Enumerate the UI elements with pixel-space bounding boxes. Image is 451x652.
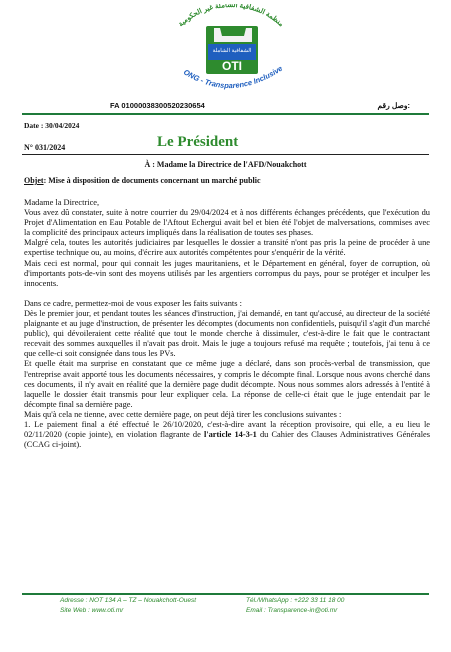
logo-arabic-ring: منظمة الشفافية الشاملة غير الحكومية [177, 4, 285, 29]
paragraph-8-end: du Cahier des Clauses Administratives Générales (CCAG ci-joint). [24, 430, 430, 450]
paragraph-2: Malgré cela, toutes les autorités judiciaires par lesquelles le dossier a transité n'ont pas pris la peine de procéder à une expertise technique ou, au moins, d'écrire aux autorités compétentes pour s'enquérir de la vérité. [24, 238, 430, 258]
logo-arabic-inner: الشفافية الشاملة [212, 48, 252, 54]
salutation: Madame la Directrice, [24, 198, 100, 207]
subject-text: : Mise à disposition de documents concernant un marché public [43, 176, 261, 185]
letter-body [24, 198, 430, 450]
paragraph-3: Mais ceci est normal, pour qui connait les juges mauritaniens, et le Département en général, foyer de corruption, où d'importants pots-de-vin sont des moyens utilisés par les argentiers corrompus du pays, pour se protéger et inculper les innocents. [24, 258, 430, 288]
footer-divider [22, 593, 429, 595]
article-reference: l'article 14-3-1 [203, 430, 257, 440]
svg-text:منظمة الشفافية الشاملة غير الح [177, 4, 284, 28]
paragraph-5: Dès le premier jour, et pendant toutes les séances d'instruction, j'ai demandé, en tant qu'accusé, au directeur de la société plaignante et au juge d'instruction, de présenter les décomptes (documents non confidentiels, puisqu'il s'agit d'un marché public), qui dévoileraient cette réalité que tout le monde cherche à dissimuler, c'est-à-dire le fait que le contractant recevait des sommes auxquelles il n'avait pas droit. Mais le juge a toujours refusé ma requête ; toutefois, j'ai tenu à ce que celle-ci soit consignée dans tous les PVs. [24, 308, 430, 359]
sender-title: Le Président [157, 134, 239, 150]
reference-line [110, 101, 410, 110]
footer-address: Adresse : NOT 134 A – TZ – Nouakchott-Ouest [60, 597, 197, 604]
paragraph-8 [24, 420, 430, 450]
paragraph-1: Vous avez dû constater, suite à notre courrier du 29/04/2024 et à nos différents échanges précédents, que l'exécution du Projet d'Alimentation en Eau Potable de l'Aftout Echergui avait bel et bien été l'objet de malversations, commises avec la complicité des principaux acteurs impliqués dans la réalisation de toutes ses phases. [24, 208, 430, 238]
header-divider [22, 113, 429, 115]
footer-phone: Tél./WhatsApp : +222 33 11 18 00 [246, 597, 345, 604]
paragraph-8-start: 1. Le paiement final a été effectué le 26/10/2020, c'est-à-dire avant la réception provisoire, qui elle, a eu lieu le 02/11/2020 (copie jointe), en violation flagrante de [24, 419, 430, 440]
paragraph-7: Mais qu'à cela ne tienne, avec cette dernière page, on peut déjà tirer les conclusions suivantes : [24, 409, 342, 419]
letter-date: Date : 30/04/2024 [24, 121, 80, 130]
subject-key: Objet [24, 176, 44, 185]
footer-email: Email : Transparence-in@oti.mr [246, 607, 338, 614]
subject-line [24, 176, 261, 185]
letter-number: N° 031/2024 [24, 143, 66, 152]
receipt-label: وصل رقم: [377, 101, 410, 110]
reference-number: FA 01000038300520230654 [110, 101, 205, 110]
logo-ring-text: ONG - Transparence Inclusive [181, 63, 285, 91]
title-divider [22, 154, 429, 155]
oti-logo [156, 4, 306, 98]
footer-website: Site Web : www.oti.mr [60, 607, 124, 614]
paragraph-4: Dans ce cadre, permettez-moi de vous exposer les faits suivants : [24, 298, 242, 308]
paragraph-6: Et quelle était ma surprise en constatant que ce même juge a déclaré, dans son procès-verbal de transmission, que l'entreprise avait apporté tous les documents nécessaires, y compris le décompte final. Lorsque nous avons cherché dans ces documents, il n'y avait en réalité que la dernière page dudit décompte. Nous nous sommes alors adressés à l'entité à laquelle le dossier était transmis pour leur expliquer cela. La réponse de celle-ci était que le juge entendait par le décompte final sa dernière page. [24, 359, 430, 409]
logo-acronym: OTI [222, 59, 242, 73]
oti-logo-graphic [156, 4, 306, 98]
addressee: À : Madame la Directrice de l'AFD/Nouakchott [144, 160, 307, 169]
